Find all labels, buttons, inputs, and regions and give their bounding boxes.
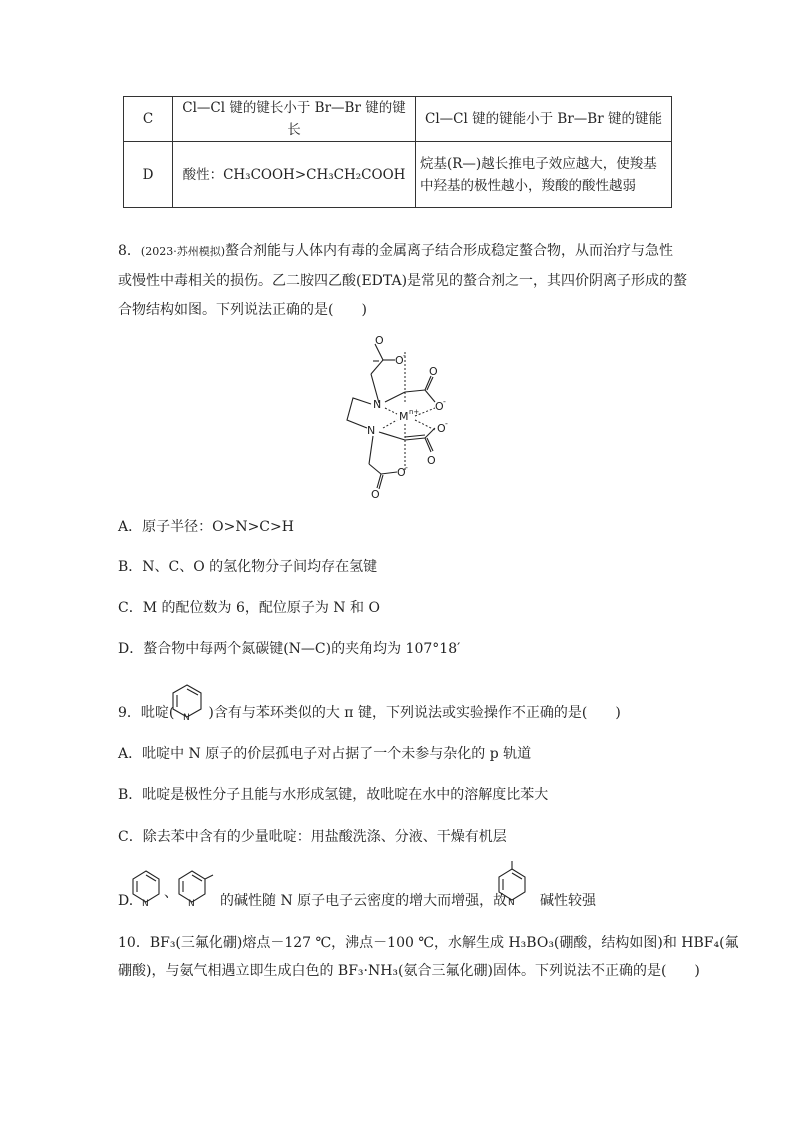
q9-option-d-end: 碱性较强 <box>540 893 596 909</box>
bond <box>369 464 381 474</box>
q10-line1: 10．BF₃(三氟化硼)熔点－127 ℃，沸点－100 ℃，水解生成 H₃BO₃(硼酸，结构如图)和 HBF₄(氟 <box>118 935 739 951</box>
explanation-line: 烷基(R—)越长推电子效应越大，使羧基 <box>420 155 657 172</box>
row-explanation <box>416 142 672 208</box>
q8-option-c: C．M 的配位数为 6，配位原子为 N 和 O <box>118 600 380 616</box>
q8-line3: 合物结构如图。下列说法正确的是( ) <box>118 302 367 318</box>
row-explanation: Cl—Cl 键的键能小于 Br—Br 键的键能 <box>416 97 672 142</box>
charge-label: - <box>405 463 408 472</box>
metal-charge: n+ <box>409 408 420 416</box>
row-statement: Cl—Cl 键的键长小于 Br—Br 键的键长 <box>173 97 416 142</box>
oxygen-label: O <box>395 354 404 367</box>
bond <box>405 435 425 437</box>
q8-option-b: B．N、C、O 的氢化物分子间均存在氢键 <box>118 559 378 575</box>
row-label: D <box>124 142 173 208</box>
bond <box>425 390 435 402</box>
charge-label: - <box>443 397 446 406</box>
oxygen-label: O <box>397 466 406 479</box>
bond <box>385 392 405 402</box>
q8-option-a: A．原子半径：O>N>C>H <box>118 519 294 535</box>
oxygen-label: O <box>437 422 446 435</box>
methyl-bond <box>205 875 213 879</box>
nitrogen-label: N <box>188 899 195 908</box>
explanation-line: 中羟基的极性越小，羧酸的酸性越弱 <box>420 177 636 194</box>
statement-prefix: 酸性： <box>182 166 224 183</box>
oxygen-label: O <box>375 334 384 347</box>
question-text: 螯合剂能与人体内有毒的金属离子结合形成稳定螯合物，从而治疗与急性 <box>225 243 673 259</box>
question-number: 8． <box>118 243 141 259</box>
bond <box>379 432 405 440</box>
q9-option-b: B．吡啶是极性分子且能与水形成氢键，故吡啶在水中的溶解度比苯大 <box>118 787 549 803</box>
charge-label: - <box>403 351 406 360</box>
q8-line2: 或慢性中毒相关的损伤。乙二胺四乙酸(EDTA)是常见的螯合剂之一，其四价阴离子形成的螯 <box>118 273 688 289</box>
oxygen-label: O <box>371 488 380 501</box>
nitrogen-label: N <box>142 899 149 908</box>
question-number: 9．吡啶( <box>118 705 175 721</box>
q9-option-a: A．吡啶中 N 原子的价层孤电子对占据了一个未参与杂化的 p 轨道 <box>118 746 532 762</box>
nitrogen-label: N <box>183 713 190 722</box>
metal-label: M <box>399 410 409 423</box>
nitrogen-label-top: N <box>373 398 382 411</box>
statement-formula: CH₃COOH>CH₃CH₂COOH <box>223 166 406 183</box>
nitrogen-label-bottom: N <box>367 424 376 437</box>
q9-option-d-prefix: D. <box>118 893 134 909</box>
oxygen-label: O <box>429 365 438 378</box>
methylpyridine-icon <box>176 864 216 908</box>
bond <box>369 436 373 464</box>
bond <box>371 360 383 374</box>
bond <box>425 428 435 438</box>
q9-option-c: C．除去苯中含有的少量吡啶：用盐酸洗涤、分液、干燥有机层 <box>118 829 507 845</box>
row-statement <box>173 142 416 208</box>
coordinate-bond <box>415 420 435 430</box>
pyridine-icon <box>130 868 162 908</box>
coordinate-bond <box>385 408 397 414</box>
bond <box>405 438 425 440</box>
bond <box>405 390 425 392</box>
q9-option-d-sep: 、 <box>164 885 178 901</box>
row-label: C <box>124 97 173 142</box>
q9-option-d-mid: 的碱性随 N 原子电子云密度的增大而增强，故 <box>220 893 508 909</box>
methylpyridine-icon <box>496 860 536 906</box>
question-text: )含有与苯环类似的大 π 键，下列说法或实验操作不正确的是( ) <box>208 705 621 721</box>
bond <box>381 472 397 474</box>
oxygen-label: O <box>435 400 444 413</box>
comparison-table <box>123 96 672 208</box>
q8-line1 <box>118 242 673 261</box>
question-source: (2023·苏州模拟) <box>140 245 225 258</box>
oxygen-label: O <box>427 454 436 467</box>
q10-line2: 硼酸)，与氨气相遇立即生成白色的 BF₃·NH₃(氨合三氟化硼)固体。下列说法不正确的是( ) <box>118 963 700 979</box>
q8-option-d: D．螯合物中每两个氮碳键(N—C)的夹角均为 107°18′ <box>118 641 461 657</box>
coordinate-bond <box>383 420 397 428</box>
pyridine-structure-icon <box>170 682 204 722</box>
table-row <box>124 142 672 208</box>
charge-label: - <box>445 419 448 428</box>
edta-chelate-figure <box>335 332 465 502</box>
nitrogen-label: N <box>508 898 515 906</box>
table-row <box>124 97 672 142</box>
